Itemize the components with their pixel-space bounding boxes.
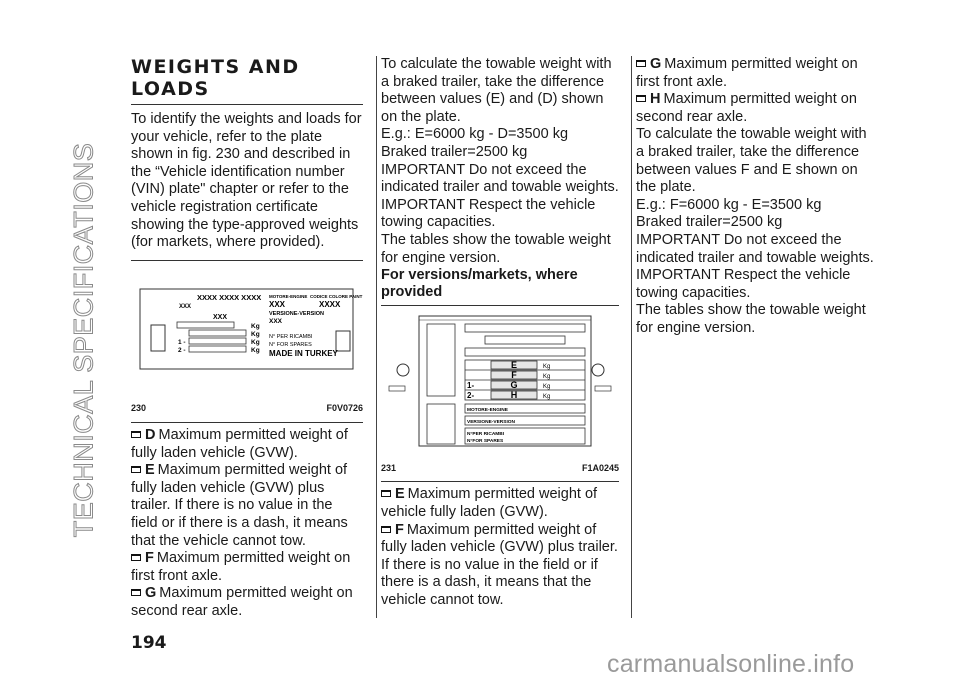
item-letter: G <box>145 585 157 602</box>
paragraph: To calculate the towable weight with a braked trailer, take the difference between values (E) and (D) shown on the plate. <box>381 56 612 125</box>
book-icon <box>131 554 141 561</box>
item-text: Maximum permitted weight of fully laden vehicle (GVW) plus trailer. If there is no value in the field or if there is a dash, it means that the vehicle cannot tow. <box>381 521 618 608</box>
vin-plate-illustration-230 <box>131 267 363 393</box>
plate-kg-2: Kg <box>543 374 551 381</box>
item-letter: H <box>650 91 661 108</box>
item-letter: D <box>145 426 156 443</box>
plate-row-2: 2 - <box>178 346 186 354</box>
section-side-title: TECHNICAL SPECIFICATIONS <box>68 142 99 538</box>
book-icon <box>131 466 141 473</box>
paragraph: Braked trailer=2500 kg <box>636 214 783 231</box>
figure-231 <box>381 312 619 477</box>
plate-versione-label: VERSIONE-VERSION <box>467 420 515 426</box>
plate-xxx-2: XXX <box>213 313 228 321</box>
column-divider-right <box>631 56 632 618</box>
figure-number: 230 <box>131 403 147 414</box>
list-item <box>381 486 619 521</box>
plate-value-1a: XXX <box>269 299 286 309</box>
plate-kg-1: Kg <box>251 322 260 330</box>
plate-kg-4: Kg <box>543 394 551 401</box>
column-1 <box>131 56 363 620</box>
page-number: 194 <box>131 633 167 653</box>
item-letter: E <box>145 462 155 479</box>
paragraph: Braked trailer=2500 kg <box>381 143 528 160</box>
paragraph: E.g.: E=6000 kg - D=3500 kg <box>381 126 569 143</box>
item-text: Maximum permitted weight on second rear axle. <box>636 91 857 125</box>
plate-letter-H: H <box>510 390 518 401</box>
list-item <box>131 427 363 462</box>
plate-xxx-1: XXX <box>179 303 192 310</box>
figure-231-caption <box>381 460 619 478</box>
book-icon <box>381 490 391 497</box>
column-divider-left <box>376 56 377 618</box>
plate-motore-label: MOTORE-ENGINE <box>269 293 308 299</box>
item-text: Maximum permitted weight of vehicle fully laden (GVW). <box>381 486 598 520</box>
book-icon <box>131 431 141 438</box>
plate-letter-F: F <box>511 370 517 381</box>
plate-codice-label: CODICE COLORE PAINT <box>310 293 363 299</box>
list-item <box>636 56 876 91</box>
figure-bottom-rule <box>381 481 619 482</box>
heading-line-2: LOADS <box>131 78 210 100</box>
list-item <box>131 550 363 585</box>
plate-kg-2: Kg <box>251 330 260 338</box>
subheading: For versions/markets, where provided <box>381 267 578 301</box>
watermark[interactable]: carmanualsonline.info <box>607 650 855 678</box>
item-letter: E <box>395 486 405 503</box>
plate-made-in: MADE IN TURKEY <box>269 348 338 358</box>
figure-code: F0V0726 <box>326 403 363 414</box>
figure-code: F1A0245 <box>581 462 619 473</box>
heading-rule <box>131 104 363 105</box>
figure-top-rule <box>381 305 619 306</box>
book-icon <box>381 526 391 533</box>
item-text: Maximum permitted weight of fully laden vehicle (GVW). <box>131 426 348 461</box>
paragraph: IMPORTANT Do not exceed the indicated trailer and towable weights. <box>381 161 619 196</box>
plate-motore-label: MOTORE-ENGINE <box>467 408 508 414</box>
plate-versione-label: VERSIONE-VERSION <box>269 310 325 317</box>
intro-paragraph: To identify the weights and loads for your vehicle, refer to the plate shown in fig. 230 and described in the “Vehicle identification number (VIN) plate" chapter or refer to the vehicle registration certificate showing the type-approved weights (for markets, where provided). <box>131 111 362 251</box>
list-item <box>381 522 619 610</box>
plate-spares-label: N°FOR SPARES <box>467 439 504 445</box>
book-icon <box>131 589 141 596</box>
section-heading <box>131 56 363 100</box>
plate-row-2: 2- <box>467 391 475 401</box>
paragraph: IMPORTANT Do not exceed the indicated trailer and towable weights. <box>636 231 874 266</box>
plate-letter-E: E <box>510 360 518 371</box>
plate-kg-3: Kg <box>251 338 260 346</box>
plate-spares-label: N° FOR SPARES <box>269 341 312 348</box>
plate-letter-G: G <box>510 380 518 391</box>
heading-line-1: WEIGHTS AND <box>131 56 300 78</box>
plate-row-1: 1 - <box>178 338 186 346</box>
plate-ricambi-label: N°PER RICAMBI <box>467 432 505 438</box>
plate-top-code: XXXX XXXX XXXX <box>197 292 262 302</box>
plate-value-3: XXX <box>269 317 283 325</box>
item-letter: F <box>145 550 154 567</box>
item-text: Maximum permitted weight on first front axle. <box>131 550 351 584</box>
item-text: Maximum permitted weight on second rear axle. <box>131 585 353 619</box>
item-letter: G <box>650 56 662 72</box>
item-text: Maximum permitted weight on first front axle. <box>636 56 858 90</box>
paragraph: The tables show the towable weight for engine version. <box>381 231 611 266</box>
vin-plate-illustration-231 <box>381 312 619 452</box>
plate-kg-4: Kg <box>251 346 260 354</box>
paragraph: IMPORTANT Respect the vehicle towing capacities. <box>381 196 596 231</box>
figure-230-caption <box>131 400 363 418</box>
item-letter: F <box>395 521 404 538</box>
paragraph: IMPORTANT Respect the vehicle towing capacities. <box>636 267 851 301</box>
item-text: Maximum permitted weight of fully laden vehicle (GVW) plus trailer. If there is no value in the field or if there is a dash, it means that the vehicle cannot tow. <box>131 462 348 549</box>
paragraph: To calculate the towable weight with a braked trailer, take the difference between values F and E shown on the plate. <box>636 126 867 196</box>
list-item <box>636 91 876 126</box>
plate-ricambi-label: N° PER RICAMBI <box>269 333 313 340</box>
plate-value-1b: XXXX <box>319 299 341 309</box>
figure-number: 231 <box>381 462 397 473</box>
plate-row-1: 1- <box>467 381 475 391</box>
book-icon <box>636 60 646 67</box>
column-2 <box>381 56 619 609</box>
paragraph: The tables show the towable weight for engine version. <box>636 302 866 336</box>
figure-top-rule <box>131 260 363 261</box>
book-icon <box>636 95 646 102</box>
list-item <box>131 585 363 620</box>
plate-kg-1: Kg <box>543 364 551 371</box>
paragraph: E.g.: F=6000 kg - E=3500 kg <box>636 196 822 213</box>
list-item <box>131 462 363 550</box>
figure-230 <box>131 267 363 418</box>
figure-bottom-rule <box>131 422 363 423</box>
column-3 <box>636 56 876 338</box>
plate-kg-3: Kg <box>543 384 551 391</box>
